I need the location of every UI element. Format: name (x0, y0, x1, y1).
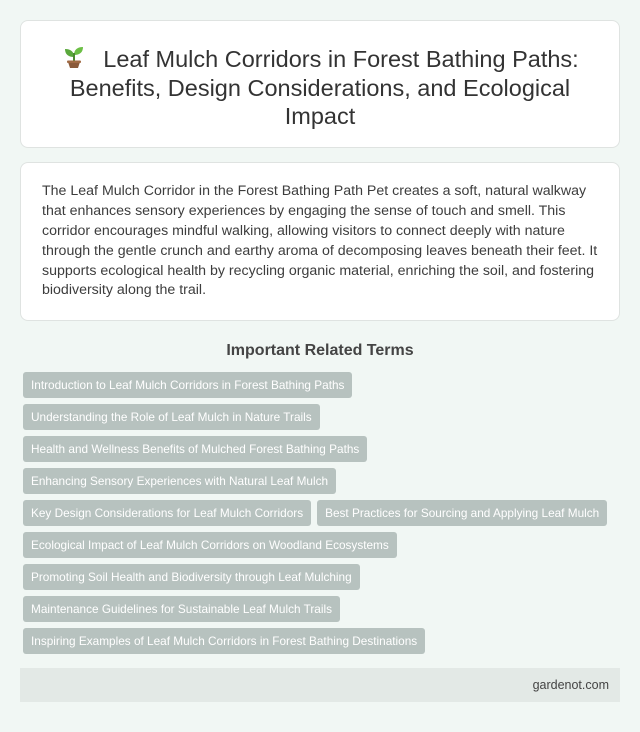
term-tag[interactable]: Understanding the Role of Leaf Mulch in Nature Trails (23, 404, 320, 430)
term-tag[interactable]: Ecological Impact of Leaf Mulch Corridors on Woodland Ecosystems (23, 532, 397, 558)
footer-site-link[interactable]: gardenot.com (532, 678, 609, 692)
term-tag[interactable]: Maintenance Guidelines for Sustainable Leaf Mulch Trails (23, 596, 340, 622)
term-tag[interactable]: Inspiring Examples of Leaf Mulch Corridors in Forest Bathing Destinations (23, 628, 425, 654)
page-title-text: Leaf Mulch Corridors in Forest Bathing Paths: Benefits, Design Considerations, and Ecological Impact (69, 46, 579, 130)
related-terms-heading: Important Related Terms (226, 342, 414, 359)
summary-card (20, 162, 620, 321)
footer (20, 668, 620, 702)
term-tag[interactable]: Introduction to Leaf Mulch Corridors in Forest Bathing Paths (23, 372, 352, 398)
term-tag[interactable]: Best Practices for Sourcing and Applying Leaf Mulch (317, 500, 607, 526)
summary-text: The Leaf Mulch Corridor in the Forest Bathing Path Pet creates a soft, natural walkway that enhances sensory experiences by engaging the sense of touch and smell. This corridor encourages mindful walking, allowing visitors to connect deeply with nature through the gentle crunch and earthy aroma of decomposing leaves beneath their feet. It supports ecological health by recycling organic material, enriching the soil, and fostering biodiversity along the trail. (42, 183, 598, 299)
term-tag[interactable]: Enhancing Sensory Experiences with Natural Leaf Mulch (23, 468, 336, 494)
related-terms-list (20, 372, 620, 654)
title-card (20, 20, 620, 148)
term-tag[interactable]: Key Design Considerations for Leaf Mulch Corridors (23, 500, 311, 526)
term-tag[interactable]: Promoting Soil Health and Biodiversity through Leaf Mulching (23, 564, 360, 590)
page-title (45, 43, 595, 131)
sprout-icon (61, 43, 87, 69)
term-tag[interactable]: Health and Wellness Benefits of Mulched Forest Bathing Paths (23, 436, 367, 462)
